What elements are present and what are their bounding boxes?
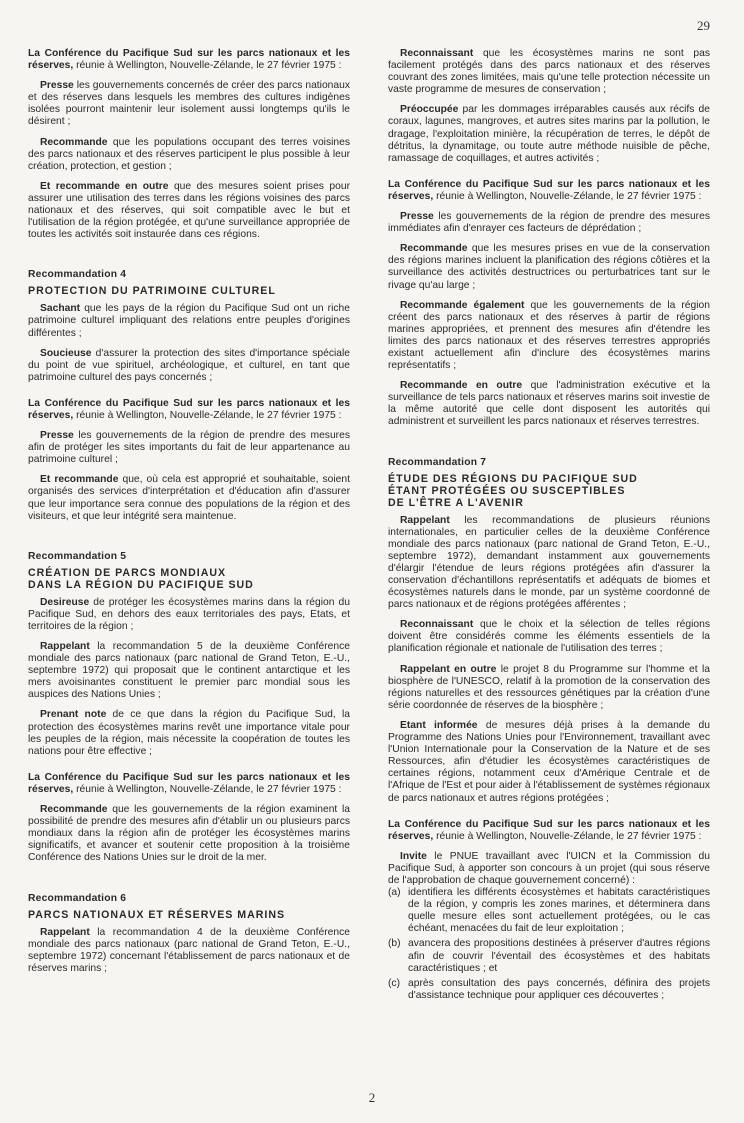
paragraph: Soucieuse d'assurer la protection des sites d'importance spéciale du point de vue spirituel, archéologique, et culturel, en tant que patrimoine culturel des pays concernés ; [28,347,350,383]
list-item: (a) identifiera les différents écosystèmes et habitats caractéristiques de la région, y compris les zones marines, et déterminera dans quelle mesure elles sont actuellement protégées, ou le cas échéant, menacées du fait de leur exploitation ; [388,887,710,935]
paragraph: Presse les gouvernements de la région de prendre des mesures immédiates afin d'enrayer ces facteurs de déprédation ; [388,211,710,235]
recommendation-4-label: Recommandation 4 [28,269,127,281]
paragraph: Rappelant la recommandation 5 de la deuxième Conférence mondiale des parcs nationaux (parc national de Grand Teton, E.-U., septembre 1972) qui proposait que le continent antarctique et les mers avoisinantes constituent le premier parc mondial sous les auspices des Nations Unies ; [28,641,350,701]
paragraph: Rappelant la recommandation 4 de la deuxième Conférence mondiale des parcs nationaux (parc national de Grand Teton, E.-U., septembre 1972) concernant l'établissement de parcs nationaux et de réserves marins ; [28,926,350,974]
paragraph: Recommande que les populations occupant des terres voisines des parcs nationaux et des réserves participent le plus possible à leur création, protection, et gestion ; [28,136,350,172]
paragraph: Rappelant les recommandations de plusieurs réunions internationales, en particulier celles de la deuxième Conférence mondiale des parcs nationaux (parc national de Grand Teton, E.-U., septembre 1972), demandant instamment aux gouvernements d'élargir l'étendue de leurs régions protégées afin d'assurer la conservation d'échantillons représentatifs et adéquats de biomes et écosystèmes naturels dans le monde, par un système coordonné de parcs nationaux et de régions protégées afférentes ; [388,514,710,611]
conference-preamble: La Conférence du Pacifique Sud sur les parcs nationaux et les réserves, réunie à Wellington, Nouvelle-Zélande, le 27 février 1975 : [28,397,350,421]
recommendation-6-label: Recommandation 6 [28,892,127,904]
paragraph: Recommande également que les gouvernements de la région créent des parcs nationaux et des réserves à partir de régions marines appropriées, et prennent des mesures afin d'étendre les limites des parcs nationaux et des réserves terrestres appropriés existant actuellement afin d'inclure des écosystèmes marins représentatifs ; [388,299,710,372]
recommendation-5-title: CRÉATION DE PARCS MONDIAUX DANS LA RÉGION DU PACIFIQUE SUD [28,566,254,591]
paragraph: Reconnaissant que le choix et la sélection de telles régions doivent être considérés comme les éléments essentiels de la planification régionale et nationale de l'utilisation des terres ; [388,619,710,655]
paragraph: Presse les gouvernements concernés de créer des parcs nationaux et des réserves dans lesquels les membres des cultures indigènes isolées pourront maintenir leur isolement aussi longtemps qu'ils le désirent ; [28,80,350,128]
paragraph: Desireuse de protéger les écosystèmes marins dans la région du Pacifique Sud, en dehors des eaux territoriales des pays, Etats, et territoires de la région ; [28,596,350,632]
paragraph: Etant informée de mesures déjà prises à la demande du Programme des Nations Unies pour l'Environnement, travaillant avec l'Union Internationale pour la Conservation de la Nature et de ses Ressources, afin d'étudier les écosystèmes caractéristiques de certaines régions, notamment ceux d'Amérique Centrale et de l'Afrique de l'Est et pour aider à l'établissement de systèmes régionaux de parcs nationaux et autres régions protégées ; [388,719,711,804]
paragraph: Sachant que les pays de la région du Pacifique Sud ont un riche patrimoine culturel impliquant des relations entre peuples d'origines différentes ; [28,303,350,339]
right-column [388,48,710,1005]
page-number-bottom: 2 [368,1090,376,1105]
recommendation-5-label: Recommandation 5 [28,550,127,562]
paragraph: Presse les gouvernements de la région de prendre des mesures afin de protéger les sites importants du fait de leur appartenance au patrimoine culturel ; [28,430,350,466]
paragraph: Recommande en outre que l'administration exécutive et la surveillance de tels parcs nationaux et réserves marins soit investie de la même autorité que celle dont disposent les autorités qui administrent et surveillent les parcs nationaux et réserves terrestres. [388,380,710,428]
item-list [388,887,710,1002]
paragraph: Invite le PNUE travaillant avec l'UICN et la Commission du Pacifique Sud, à apporter son concours à un projet (qui sous réserve de l'approbation de chaque gouvernement concerné) : [388,850,710,886]
recommendation-6-title: PARCS NATIONAUX ET RÉSERVES MARINS [28,908,286,921]
conference-preamble: La Conférence du Pacifique Sud sur les parcs nationaux et les réserves, réunie à Wellington, Nouvelle-Zélande, le 27 février 1975 : [28,771,350,795]
paragraph: Préoccupée par les dommages irréparables causés aux récifs de coraux, lagunes, mangroves, et autres sites marins par la pollution, le dragage, l'exploitation minière, la récupération de terres, le dépôt de détritus, la dynamitage, ou toute autre méthode nuisible de pêche, ramassage de coquillages, et autres activités ; [388,104,710,164]
paragraph: Reconnaissant que les écosystèmes marins ne sont pas facilement protégés dans des parcs nationaux et des réserves couvrant des zones limitées, mais qu'une telle protection nécessite un vaste programme de mesures de conservation ; [388,48,710,96]
conference-preamble: La Conférence du Pacifique Sud sur les parcs nationaux et les réserves, réunie à Wellington, Nouvelle-Zélande, le 27 février 1975 : [28,48,350,72]
paragraph: Recommande que les mesures prises en vue de la conservation des régions marines incluent la planification des régions côtières et la surveillance des activités destructrices ou perturbatrices tant sur le rivage qu'au large ; [388,243,710,291]
page-number-top: 29 [697,18,710,33]
paragraph: Rappelant en outre le projet 8 du Programme sur l'homme et la biosphère de l'UNESCO, relatif à la promotion de la conservation des régions naturelles et des ressources génétiques par la création d'une série coordonnée de réserves de la biosphère ; [388,663,710,711]
paragraph: Et recommande que, où cela est approprié et souhaitable, soient organisés des services d'interprétation et d'éducation afin d'assurer que leur importance sera connue des populations de la région et des visiteurs, et que leur intégrité sera maintenue. [28,474,350,522]
paragraph: Et recommande en outre que des mesures soient prises pour assurer une utilisation des terres dans les régions voisines des parcs nationaux et des réserves, qui soit compatible avec le but et l'utilisation de la région protégée, et qu'une surveillance appropriée de toutes les activités soit instaurée dans ces régions. [28,180,351,241]
list-item: (c) après consultation des pays concernés, définira des projets d'assistance technique pour appliquer ces découvertes ; [388,977,710,1001]
paragraph: Recommande que les gouvernements de la région examinent la possibilité de prendre des mesures afin d'établir un ou plusieurs parcs mondiaux dans la région afin de protéger les écosystèmes marins significatifs, et avancer et soutenir cette proposition à la troisième Conférence des Nations Unies sur le droit de la mer. [28,804,350,864]
recommendation-4-title: PROTECTION DU PATRIMOINE CULTUREL [28,285,276,298]
list-item: (b) avancera des propositions destinées à préserver d'autres régions afin de couvrir l'éventail des écosystèmes et des habitats caractéristiques ; et [388,938,710,974]
recommendation-7-label: Recommandation 7 [388,456,487,468]
left-column [28,48,350,975]
conference-preamble: La Conférence du Pacifique Sud sur les parcs nationaux et les réserves, réunie à Wellington, Nouvelle-Zélande, le 27 février 1975 : [388,818,710,842]
paragraph: Prenant note de ce que dans la région du Pacifique Sud, la protection des écosystèmes marins revêt une importance vitale pour les peuples de la région, mais nécessite la coopération de toutes les nations pour être effective ; [28,709,350,757]
recommendation-7-title: ÉTUDE DES RÉGIONS DU PACIFIQUE SUD ÉTANT PROTÉGÉES OU SUSCEPTIBLES DE L'ÊTRE A L'AVENIR [388,472,638,509]
conference-preamble: La Conférence du Pacifique Sud sur les parcs nationaux et les réserves, réunie à Wellington, Nouvelle-Zélande, le 27 février 1975 : [388,178,710,202]
